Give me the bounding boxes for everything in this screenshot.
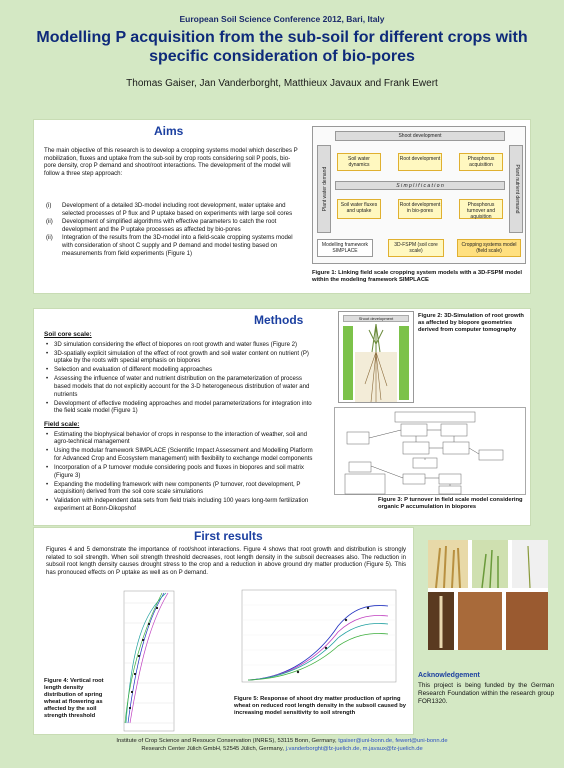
soil-core-list bbox=[44, 341, 319, 415]
figure-5-chart bbox=[228, 586, 400, 690]
acknowledgement-text: This project is being funded by the German Research Foundation within the research group FOR1320. bbox=[418, 682, 554, 705]
shoot-development-label: Shoot development bbox=[343, 315, 409, 322]
plant-water-demand-bar: Plant water demand bbox=[317, 145, 331, 233]
p-turnover-flowchart bbox=[335, 408, 527, 496]
methods-heading: Methods bbox=[254, 313, 304, 327]
email-link[interactable]: j.vanderborght@fz-juelich.de, m.javaux@fz-juelich.de bbox=[285, 745, 423, 752]
figure-2-image bbox=[338, 311, 414, 403]
author-list: Thomas Gaiser, Jan Vanderborght, Matthieux Javaux and Frank Ewert bbox=[126, 78, 438, 89]
field-scale-list bbox=[44, 431, 319, 513]
shoot-development-bar: Shoot development bbox=[335, 131, 505, 141]
results-text: Figures 4 and 5 demonstrate the importance of root/shoot interactions. Figure 4 shows that root growth and distribution is strongly related to soil strength. When soil strength threshold decreases, root length density in the subsoil decreases also. The reduction in subsoil root length density causes drought stress to the crop and a reduction in above ground dry matter production (Figure 5). This has pronouced effects on P uptake as well as on P demand. bbox=[46, 546, 406, 576]
acknowledgement-section bbox=[418, 672, 554, 706]
footer-line-2: Research Center Jülich GmbH, 52545 Jülich, Germany, j.vanderborght@fz-juelich.de, m.javaux@fz-juelich.de bbox=[141, 745, 423, 752]
soil-water-fluxes-box: Soil water fluxes and uptake bbox=[337, 199, 381, 219]
list-item: • Incorporation of a P turnover module considering pools and fluxes in biopores and soil matrix (Figure 3) bbox=[44, 464, 319, 479]
soil-water-dynamics-box: Soil water dynamics bbox=[337, 153, 381, 171]
simplification-bar: S i m p l i f i c a t i o n bbox=[335, 181, 505, 190]
list-item: • 3D simulation considering the effect of biopores on root growth and water fluxes (Figure 2) bbox=[44, 341, 319, 349]
nutrient-bar bbox=[399, 326, 409, 400]
list-item: • Estimating the biophysical behavior of crops in response to the interaction of weather, soil and agro-technical management bbox=[44, 431, 319, 446]
figure-1-caption: Figure 1: Linking field scale cropping system models with a 3D-FSPM model within the modeling framework SIMPLACE bbox=[312, 270, 523, 283]
aims-heading: Aims bbox=[154, 124, 184, 138]
list-item: • Expanding the modelling framework with new components (P turnover, root development, P acquisition) derived from the soil core scale simulations bbox=[44, 481, 319, 496]
footer bbox=[0, 738, 564, 753]
root-development-biopores-box: Root development in bio-pores bbox=[398, 199, 442, 219]
figure-4-caption: Figure 4: Vertical root length density distribution of spring wheat at flowering as affected by the soil strength threshold bbox=[44, 678, 104, 719]
phosphorus-acquisition-box: Phosphorus acquisition bbox=[459, 153, 503, 171]
aims-panel bbox=[33, 119, 531, 294]
aims-step: (ii) Integration of the results from the 3D-model into a field-scale cropping systems model with consideration of shoot C supply and P demand and model testing based on measurements from field experiments (Figure 1) bbox=[46, 234, 293, 257]
list-item: • Assessing the influence of water and nutrient distribution on the parameterization of process based models that do not explicitly account for the 3-D heterogeneous distribution of water and nutrients bbox=[44, 375, 319, 398]
results-panel bbox=[33, 527, 414, 735]
list-item: • Development of effective modeling approaches and model parameterizations for integration into the field scale model (Figure 1) bbox=[44, 400, 319, 415]
results-heading: First results bbox=[194, 529, 263, 543]
aims-step: (i) Development of a detailed 3D-model including root development, water uptake and selected processes of P flux and P uptake based on experiments with large soil cores bbox=[46, 202, 293, 217]
methods-panel bbox=[33, 308, 531, 526]
figure-2-caption: Figure 2: 3D-Simulation of root growth as affected by biopore geometries derived from computer tomography bbox=[418, 313, 524, 333]
crop-photo-group bbox=[428, 540, 548, 650]
field-scale-heading: Field scale: bbox=[44, 420, 80, 428]
email-link[interactable]: tgaiser@uni-bonn.de, fewert@uni-bonn.de bbox=[338, 738, 448, 744]
crop-photos bbox=[428, 540, 548, 650]
soil-core-section bbox=[44, 331, 319, 514]
figure-5-caption: Figure 5: Response of shoot dry matter production of spring wheat on reduced root length density in the subsoil caused by increasing model sensitivity to soil strength bbox=[234, 696, 406, 716]
simplace-framework-box: Modelling framework SIMPLACE bbox=[317, 239, 373, 257]
list-item: • Using the modular framework SIMPLACE (Scientific Impact Assessment and Modelling Platform for Advanced Crop and Ecosystem management) with flexibility to exchange model components bbox=[44, 447, 319, 462]
list-item: • Validation with independent data sets from field trials including 100 years long-term fertilization experiment at Bonn-Dikopshof bbox=[44, 497, 319, 512]
soil-core-heading: Soil core scale: bbox=[44, 331, 92, 338]
figure-3-caption: Figure 3: P turnover in field scale model considering organic P accumulation in biopores bbox=[378, 497, 523, 510]
conference-name: European Soil Science Conference 2012, Bari, Italy bbox=[179, 14, 385, 24]
figure-3-diagram bbox=[334, 407, 526, 495]
aims-steps bbox=[44, 202, 304, 258]
root-growth-illustration bbox=[355, 324, 397, 402]
poster-title: Modelling P acquisition from the sub-soil for different crops with specific consideration of bio-pores bbox=[36, 29, 528, 65]
list-item: • 3D-spatially explicit simulation of the effect of root growth and soil water content on nutrient (P) uptake by the roots with special emphasis on biopores bbox=[44, 350, 319, 365]
phosphorus-turnover-box: Phosphorus turnover and aquisition bbox=[459, 199, 503, 219]
root-development-box: Root development bbox=[398, 153, 442, 171]
figure-1-diagram bbox=[312, 126, 526, 264]
plant-nutrient-demand-bar: Plant nutrient demand bbox=[509, 145, 523, 233]
aims-intro: The main objective of this research is to develop a cropping systems model which describes P mobilization, fluxes and uptake from the sub-soil by crop roots considering soil P pools, bio-pore density, crop P demand and shoot/root interactions. The development of the model will follow a three step approach: bbox=[44, 147, 298, 177]
fspm-box: 3D-FSPM (soil core scale) bbox=[388, 239, 444, 257]
acknowledgement-heading: Acknowledgement bbox=[418, 672, 480, 679]
water-bar bbox=[343, 326, 353, 400]
list-item: • Selection and evaluation of different modelling approaches bbox=[44, 366, 319, 374]
aims-step: (ii) Development of simplified algorithms with effective parameters to catch the root development and the P uptake processes as affected by bio-pores bbox=[46, 218, 277, 233]
figure-4-chart bbox=[116, 583, 178, 733]
cropping-systems-model-box: Cropping systems model (field scale) bbox=[457, 239, 521, 257]
footer-line-1: Institute of Crop Science and Resouce Conservation (INRES), 53115 Bonn, Germany, tgaiser@uni-bonn.de, fewert@uni-bonn.de bbox=[116, 738, 448, 744]
